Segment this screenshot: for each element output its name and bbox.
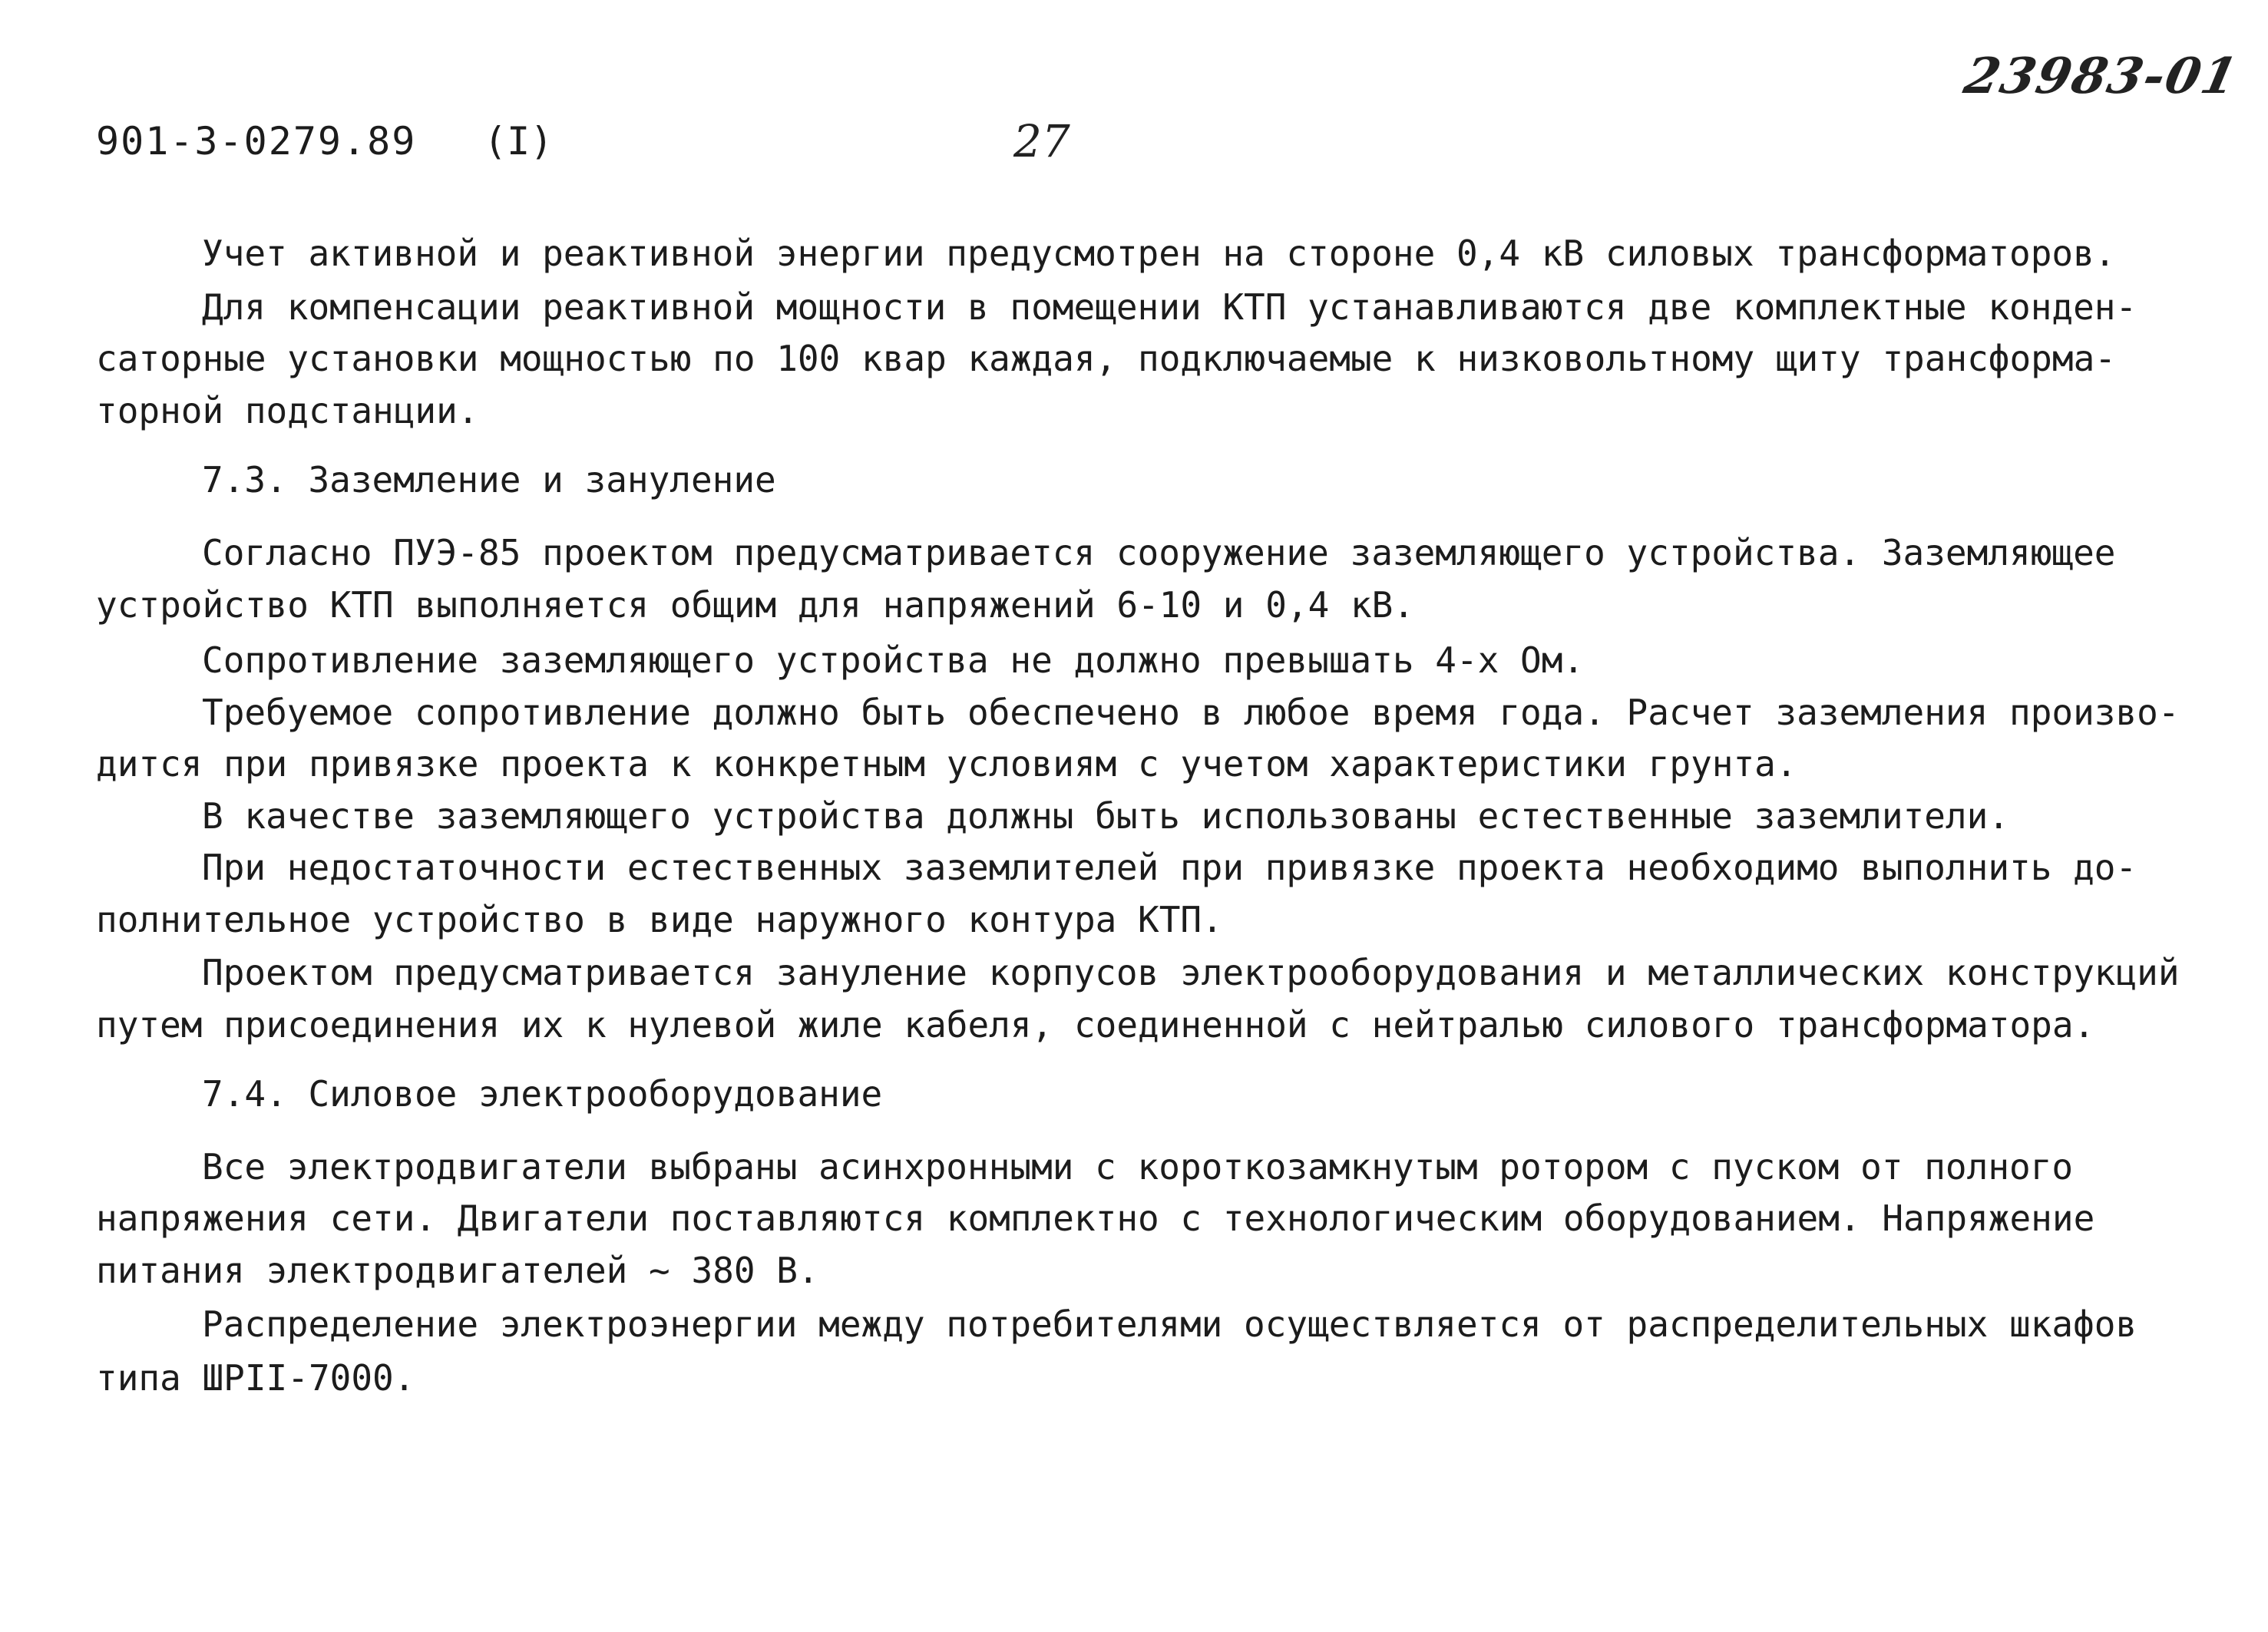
paragraph-line: полнительное устройство в виде наружного контура КТП. [96, 899, 1223, 940]
paragraph-line: При недостаточности естественных заземлителей при привязке проекта необходимо выполнить до- [202, 847, 2137, 888]
paragraph-line: Все электродвигатели выбраны асинхронными с короткозамкнутым ротором с пуском от полного [202, 1146, 2074, 1188]
document-part: (I) [484, 119, 554, 164]
paragraph-line: Проектом предусматривается зануление корпусов электрооборудования и металлических конструкций [202, 952, 2180, 993]
page-number: 27 [1013, 115, 1070, 167]
paragraph-line: напряжения сети. Двигатели поставляются комплектно с технологическим оборудованием. Напряжение [96, 1198, 2095, 1239]
document-code: 901-3-0279.89 [96, 119, 417, 164]
paragraph-line: торной подстанции. [96, 390, 479, 431]
section-heading: 7.4. Силовое электрооборудование [202, 1073, 883, 1115]
paragraph-line: типа ШРII-7000. [96, 1357, 415, 1399]
paragraph-line: устройство КТП выполняется общим для напряжений 6-10 и 0,4 кВ. [96, 584, 1415, 626]
paragraph-line: Для компенсации реактивной мощности в помещении КТП устанавливаются две комплектные конден- [202, 286, 2137, 328]
section-heading: 7.3. Заземление и зануление [202, 459, 776, 501]
archive-number: 23983-01 [1959, 48, 2244, 105]
paragraph-line: Распределение электроэнергии между потребителями осуществляется от распределительных шкафов [202, 1303, 2137, 1345]
paragraph-line: дится при привязке проекта к конкретным условиям с учетом характеристики грунта. [96, 743, 1797, 785]
paragraph-line: В качестве заземляющего устройства должны быть использованы естественные заземлители. [202, 795, 2010, 837]
paragraph-line: саторные установки мощностью по 100 квар каждая, подключаемые к низковольтному щиту трансформа- [96, 338, 2116, 379]
paragraph-line: Учет активной и реактивной энергии предусмотрен на стороне 0,4 кВ силовых трансформаторов. [202, 233, 2116, 274]
paragraph-line: Согласно ПУЭ-85 проектом предусматривается сооружение заземляющего устройства. Заземляющее [202, 532, 2116, 573]
paragraph-line: питания электродвигателей ~ 380 В. [96, 1250, 819, 1291]
paragraph-line: путем присоединения их к нулевой жиле кабеля, соединенной с нейтралью силового трансформатора. [96, 1004, 2095, 1046]
paragraph-line: Сопротивление заземляющего устройства не должно превышать 4-х Ом. [202, 639, 1585, 681]
paragraph-line: Требуемое сопротивление должно быть обеспечено в любое время года. Расчет заземления произво- [202, 692, 2180, 733]
